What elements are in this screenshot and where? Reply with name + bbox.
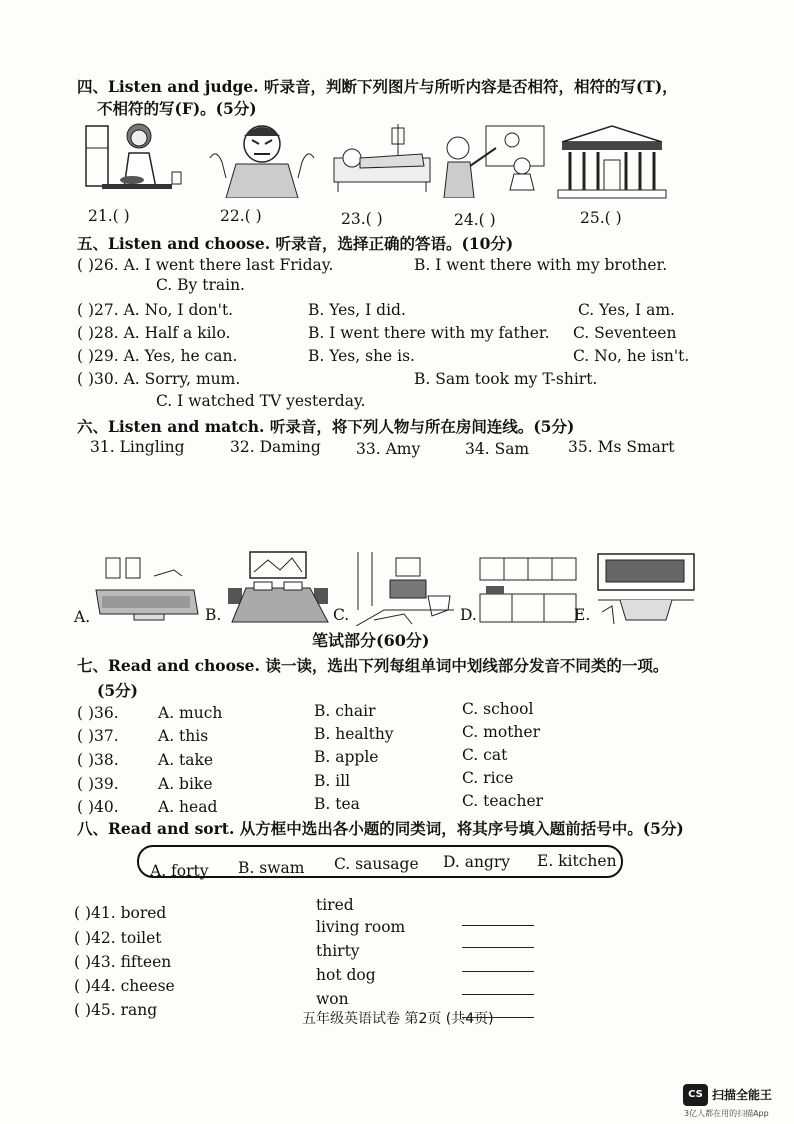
scanner-tagline: 3亿人都在用的扫描App [684, 1109, 769, 1118]
section4-heading: 四、Listen and judge. 听录音，判断下列图片与所听内容是否相符，相符的写(T)， [77, 77, 678, 96]
q37-a: A. this [158, 727, 209, 745]
q42-word: living room [316, 918, 406, 936]
box-word-c: C. sausage [334, 855, 419, 873]
q37-num: ( )37. [77, 727, 119, 745]
q29-b: B. Yes, she is. [308, 347, 415, 365]
room-study [596, 552, 696, 626]
room-living-room [94, 548, 202, 626]
judge-item-24: 24.( ) [454, 211, 496, 229]
q27-a: ( )27. A. No, I don't. [77, 301, 234, 319]
q26-c: C. By train. [156, 276, 245, 294]
q41-answer-line[interactable] [462, 911, 534, 930]
q45-word: won [316, 990, 349, 1008]
q37-b: B. healthy [314, 725, 394, 743]
judge-item-23: 23.( ) [341, 210, 383, 228]
q38-b: B. apple [314, 748, 379, 766]
picture-angry-man [206, 118, 318, 198]
room-label-b: B. [205, 606, 222, 624]
q42-answer-line[interactable] [462, 933, 534, 952]
q26-a: ( )26. A. I went there last Friday. [77, 256, 334, 274]
section7-heading: 七、Read and choose. 读一读，选出下列每组单词中划线部分发音不同类的一项。 [77, 656, 669, 675]
q27-b: B. Yes, I did. [308, 301, 406, 319]
q36-b: B. chair [314, 702, 376, 720]
q44-word: hot dog [316, 966, 376, 984]
q38-num: ( )38. [77, 751, 119, 769]
picture-sick-in-bed [330, 118, 438, 198]
section4-heading-2: 不相符的写(F)。(5分) [97, 99, 257, 118]
scanner-name: 扫描全能王 [712, 1088, 773, 1102]
q40-num: ( )40. [77, 798, 119, 816]
picture-family-sun [438, 118, 550, 198]
q30-a: ( )30. A. Sorry, mum. [77, 370, 241, 388]
q43-answer-line[interactable] [462, 957, 534, 976]
room-label-c: C. [333, 606, 350, 624]
q30-b: B. Sam took my T-shirt. [414, 370, 598, 388]
q40-a: A. head [158, 798, 218, 816]
q37-c: C. mother [462, 723, 540, 741]
section6-heading: 六、Listen and match. 听录音，将下列人物与所在房间连线。(5分) [77, 417, 575, 436]
person-amy: 33. Amy [356, 440, 421, 458]
person-lingling: 31. Lingling [90, 438, 185, 456]
section7-heading-2: (5分) [97, 681, 138, 700]
picture-cooking-woman [84, 118, 192, 198]
judge-item-22: 22.( ) [220, 207, 262, 225]
q36-num: ( )36. [77, 704, 119, 722]
q36-c: C. school [462, 700, 534, 718]
room-label-a: A. [74, 608, 91, 626]
q28-c: C. Seventeen [573, 324, 677, 342]
q30-c: C. I watched TV yesterday. [156, 392, 366, 410]
box-word-e: E. kitchen [537, 852, 617, 870]
person-sam: 34. Sam [465, 440, 530, 458]
q26-b: B. I went there with my brother. [414, 256, 668, 274]
q36-a: A. much [158, 704, 223, 722]
page-footer: 五年级英语试卷 第2页 (共4页) [302, 1011, 494, 1027]
q43: ( )43. fifteen [74, 953, 172, 971]
written-section-title: 笔试部分(60分) [312, 631, 430, 650]
room-bedroom [224, 548, 332, 626]
q28-a: ( )28. A. Half a kilo. [77, 324, 231, 342]
picture-museum [556, 124, 668, 200]
box-word-b: B. swam [238, 859, 305, 877]
box-word-d: D. angry [443, 853, 511, 871]
q44: ( )44. cheese [74, 977, 175, 995]
section8-heading: 八、Read and sort. 从方框中选出各小题的同类词，将其序号填入题前括号中。(5分) [77, 819, 684, 838]
q39-c: C. rice [462, 769, 514, 787]
q41: ( )41. bored [74, 904, 167, 922]
q39-b: B. ill [314, 772, 351, 790]
q39-a: A. bike [158, 775, 213, 793]
q40-b: B. tea [314, 795, 360, 813]
q38-c: C. cat [462, 746, 508, 764]
q44-answer-line[interactable] [462, 980, 534, 999]
box-word-a: A. forty [150, 862, 209, 880]
q42: ( )42. toilet [74, 929, 162, 947]
person-daming: 32. Daming [230, 438, 321, 456]
q43-word: thirty [316, 942, 360, 960]
room-label-d: D. [460, 606, 477, 624]
q40-c: C. teacher [462, 792, 544, 810]
q45: ( )45. rang [74, 1001, 158, 1019]
q38-a: A. take [158, 751, 214, 769]
camscanner-logo: CS [683, 1084, 708, 1106]
q39-num: ( )39. [77, 775, 119, 793]
q28-b: B. I went there with my father. [308, 324, 550, 342]
section5-heading: 五、Listen and choose. 听录音，选择正确的答语。(10分) [77, 234, 514, 253]
person-ms-smart: 35. Ms Smart [568, 438, 675, 456]
room-label-e: E. [574, 606, 591, 624]
judge-item-25: 25.( ) [580, 209, 622, 227]
q27-c: C. Yes, I am. [578, 301, 675, 319]
judge-item-21: 21.( ) [88, 207, 130, 225]
room-bathroom [354, 550, 454, 626]
room-kitchen [478, 548, 578, 626]
q29-c: C. No, he isn't. [573, 347, 690, 365]
q41-word: tired [316, 896, 354, 914]
q29-a: ( )29. A. Yes, he can. [77, 347, 238, 365]
